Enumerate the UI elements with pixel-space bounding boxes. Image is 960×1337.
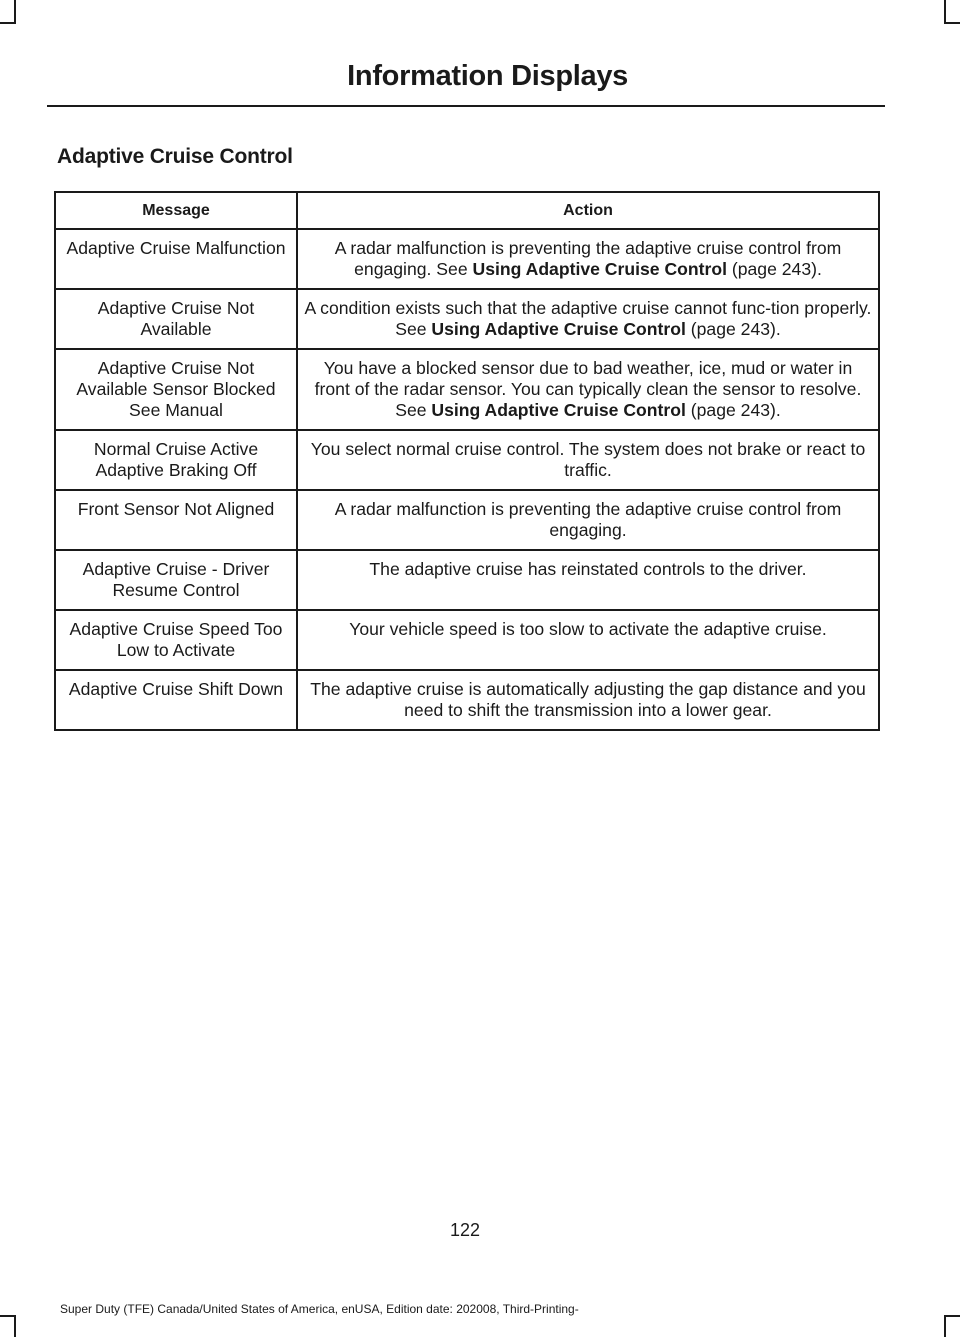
action-cell [297, 490, 879, 550]
message-cell: Adaptive Cruise Malfunction [55, 229, 297, 289]
action-cell [297, 229, 879, 289]
cross-reference-link[interactable]: Using Adaptive Cruise Control [431, 400, 686, 420]
crop-mark-top-right-v [944, 0, 946, 22]
action-page-ref: (page 243). [726, 259, 822, 279]
message-cell: Adaptive Cruise Not Available Sensor Blocked See Manual [55, 349, 297, 430]
message-cell: Normal Cruise Active Adaptive Braking Off [55, 430, 297, 490]
table-row [55, 229, 879, 289]
table-row [55, 490, 879, 550]
page-number: 122 [449, 1220, 481, 1240]
action-cell [297, 610, 879, 670]
column-header-message: Message [55, 192, 297, 229]
action-text: The adaptive cruise has reinstated controls to the driver. [369, 559, 807, 579]
crop-mark-bottom-right-v [944, 1315, 946, 1337]
cross-reference-link[interactable]: Using Adaptive Cruise Control [431, 319, 686, 339]
column-header-action: Action [297, 192, 879, 229]
table-header-row [55, 192, 879, 229]
table-row [55, 349, 879, 430]
action-text: A condition exists such that the adaptive cruise cannot func-tion properly. See [304, 298, 872, 339]
action-text: A radar malfunction is preventing the adaptive cruise control from engaging. [334, 499, 842, 540]
action-cell [297, 550, 879, 610]
crop-mark-top-left-v [14, 0, 16, 22]
table-row [55, 289, 879, 349]
cross-reference-link[interactable]: Using Adaptive Cruise Control [472, 259, 727, 279]
action-text: The adaptive cruise is automatically adjusting the gap distance and you need to shift the transmission into a lower gear. [310, 679, 866, 720]
table-row [55, 670, 879, 730]
messages-table [54, 191, 880, 731]
message-cell: Adaptive Cruise Shift Down [55, 670, 297, 730]
action-page-ref: (page 243). [685, 319, 781, 339]
crop-mark-top-right-h [944, 22, 960, 24]
crop-mark-bottom-left-v [14, 1315, 16, 1337]
crop-mark-bottom-right-h [944, 1315, 960, 1317]
action-cell [297, 349, 879, 430]
header-divider [47, 105, 885, 107]
action-page-ref: (page 243). [685, 400, 781, 420]
message-cell: Adaptive Cruise - Driver Resume Control [55, 550, 297, 610]
action-text: You select normal cruise control. The system does not brake or react to traffic. [310, 439, 866, 480]
crop-mark-top-left-h [0, 22, 16, 24]
crop-mark-bottom-left-h [0, 1315, 16, 1317]
message-cell: Adaptive Cruise Speed Too Low to Activate [55, 610, 297, 670]
action-cell [297, 670, 879, 730]
page-header-title: Information Displays [347, 60, 628, 92]
section-title: Adaptive Cruise Control [57, 145, 293, 168]
table-row [55, 430, 879, 490]
action-cell [297, 430, 879, 490]
table-row [55, 550, 879, 610]
action-text: A radar malfunction is preventing the adaptive cruise control from engaging. See [334, 238, 842, 279]
footer-edition-text: Super Duty (TFE) Canada/United States of America, enUSA, Edition date: 202008, Third-Printing- [60, 1302, 579, 1316]
table-row [55, 610, 879, 670]
action-text: Your vehicle speed is too slow to activate the adaptive cruise. [349, 619, 827, 639]
action-cell [297, 289, 879, 349]
action-text: You have a blocked sensor due to bad weather, ice, mud or water in front of the radar sensor. You can typically clean the sensor to resolve. See [314, 358, 862, 420]
message-cell: Front Sensor Not Aligned [55, 490, 297, 550]
message-cell: Adaptive Cruise Not Available [55, 289, 297, 349]
